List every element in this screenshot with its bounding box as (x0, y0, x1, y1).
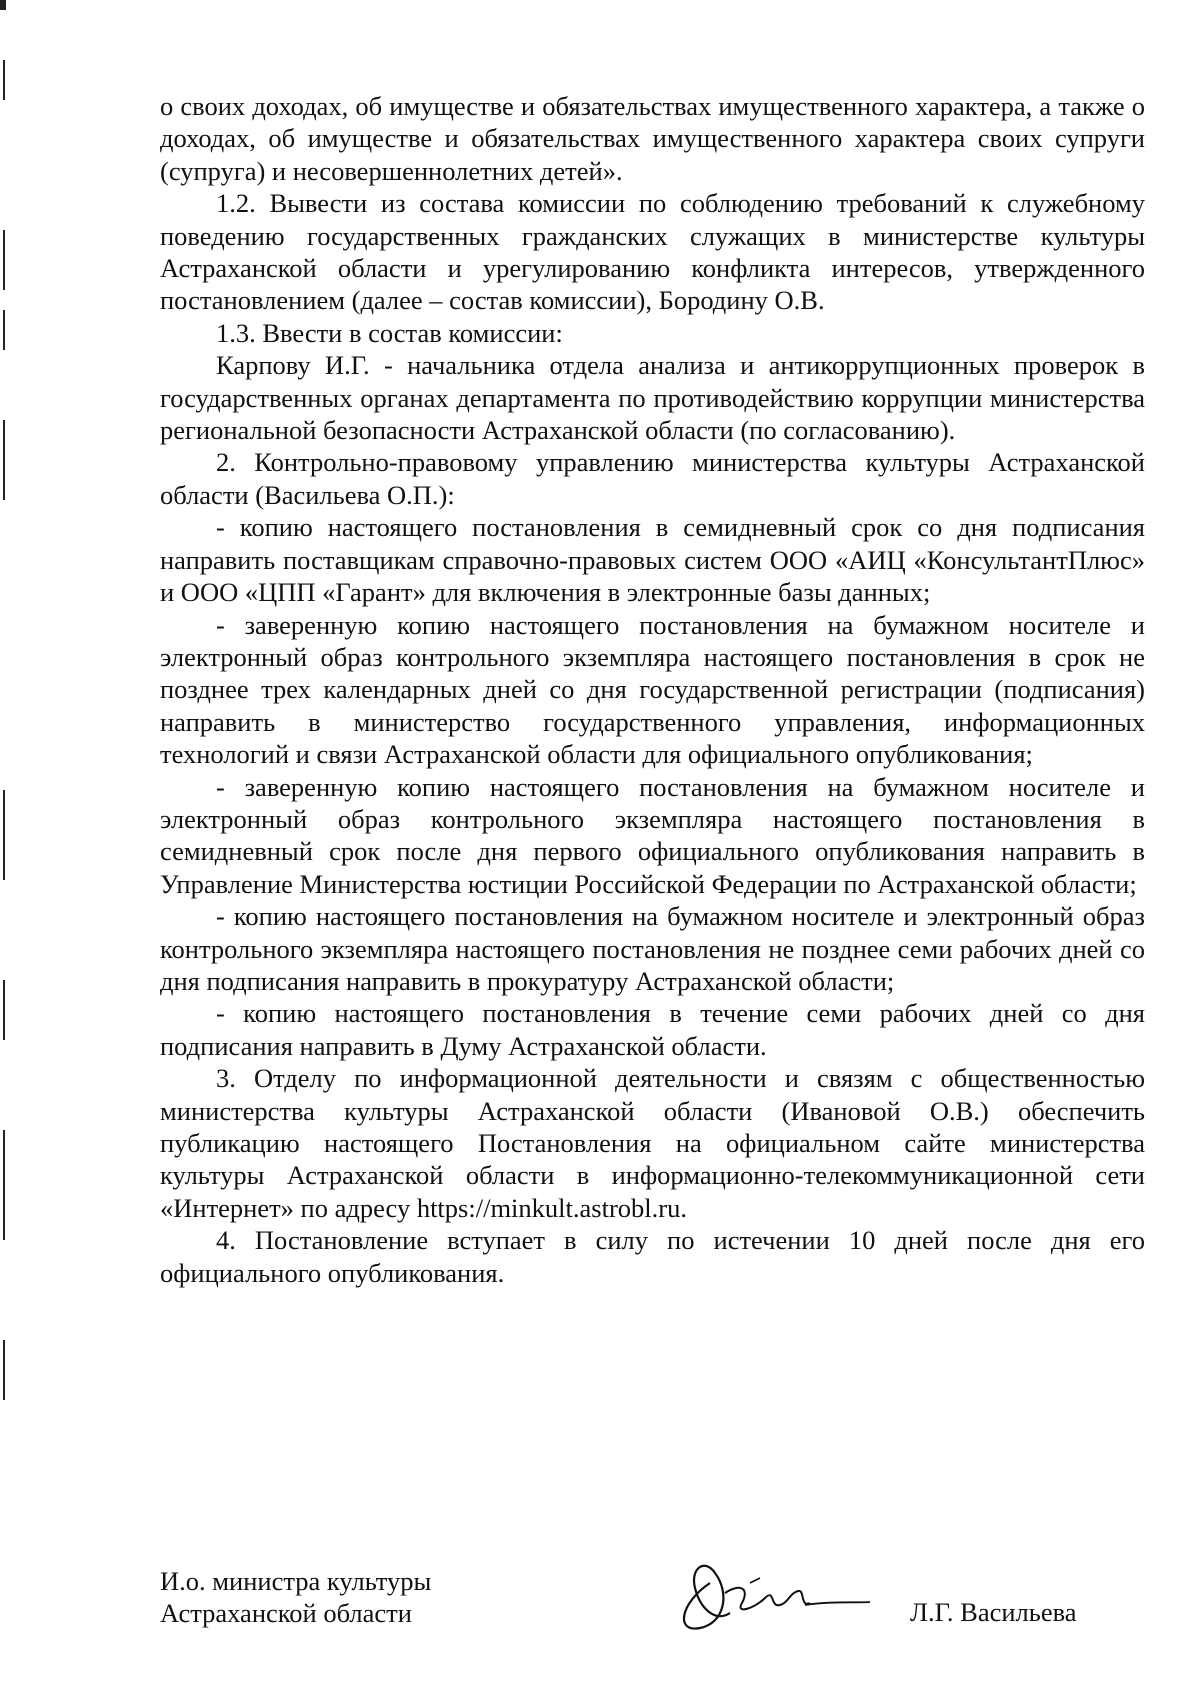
signer-name: Л.Г. Васильева (910, 1597, 1077, 1627)
scan-edge-mark (3, 790, 5, 880)
scan-edge-mark (3, 980, 5, 1040)
list-item: - заверенную копию настоящего постановления на бумажном носителе и электронный образ контрольного экземпляра настоящего постановления в срок не позднее трех календарных дней со дня государственной регистрации (подписания) направить в министерство государственного управления, информационных технологий и связи Астраханской области для официального опубликования; (160, 609, 1145, 770)
document-body (160, 90, 1145, 1289)
signer-title (160, 1565, 431, 1629)
scan-edge-mark (3, 1340, 5, 1400)
signer-title-line2: Астраханской области (160, 1598, 412, 1628)
paragraph-1-3: 1.3. Ввести в состав комиссии: (216, 317, 563, 348)
scan-edge-mark (0, 0, 6, 10)
scan-edge-mark (3, 310, 5, 350)
paragraph-1-2: 1.2. Вывести из состава комиссии по соблюдению требований к служебному поведению государственных гражданских служащих в министерстве культуры Астраханской области и урегулированию конфликта интересов, утвержденного постановлением (далее – состав комиссии), Бородину О.В. (160, 188, 1145, 316)
paragraph-2: 2. Контрольно-правовому управлению министерства культуры Астраханской области (Васильева О.П.): (160, 447, 1145, 510)
scan-edge-mark (3, 1130, 5, 1240)
scan-edge-mark (3, 230, 5, 290)
paragraph-3: 3. Отделу по информационной деятельности и связям с общественностью министерства культуры Астраханской области (Ивановой О.В.) обеспечить публикацию настоящего Постановления на официальном сайте министерства культуры Астраханской области в информационно-телекоммуникационной сети «Интернет» по адресу https://minkult.astrobl.ru. (160, 1063, 1145, 1223)
scan-edge-mark (3, 60, 5, 100)
handwritten-signature (670, 1553, 900, 1643)
list-item: - копию настоящего постановления в семидневный срок со дня подписания направить поставщикам справочно-правовых систем ООО «АИЦ «КонсультантПлюс» и ООО «ЦПП «Гарант» для включения в электронные базы данных; (160, 512, 1145, 608)
list-item: - заверенную копию настоящего постановления на бумажном носителе и электронный образ контрольного экземпляра настоящего постановления в семидневный срок после дня первого официального опубликования направить в Управление Министерства юстиции Российской Федерации по Астраханской области; (160, 771, 1145, 899)
scan-edge-mark (3, 420, 5, 500)
signature-block (160, 1565, 1145, 1655)
list-item: - копию настоящего постановления на бумажном носителе и электронный образ контрольного экземпляра настоящего постановления не позднее семи рабочих дней со дня подписания направить в прокуратуру Астраханской области; (160, 901, 1145, 996)
signer-title-line1: И.о. министра культуры (160, 1566, 432, 1596)
paragraph-continuation: о своих доходах, об имуществе и обязательствах имущественного характера, а также о доходах, об имуществе и обязательствах имущественного характера своих супруги (супруга) и несовершеннолетних детей». (160, 91, 1145, 186)
paragraph-4: 4. Постановление вступает в силу по истечении 10 дней после дня его официального опубликования. (160, 1225, 1145, 1288)
list-item: - копию настоящего постановления в течение семи рабочих дней со дня подписания направить в Думу Астраханской области. (160, 998, 1145, 1061)
paragraph-commission-member: Карпову И.Г. - начальника отдела анализа и антикоррупционных проверок в государственных органах департамента по противодействию коррупции министерства региональной безопасности Астраханской области (по согласованию). (160, 350, 1145, 446)
